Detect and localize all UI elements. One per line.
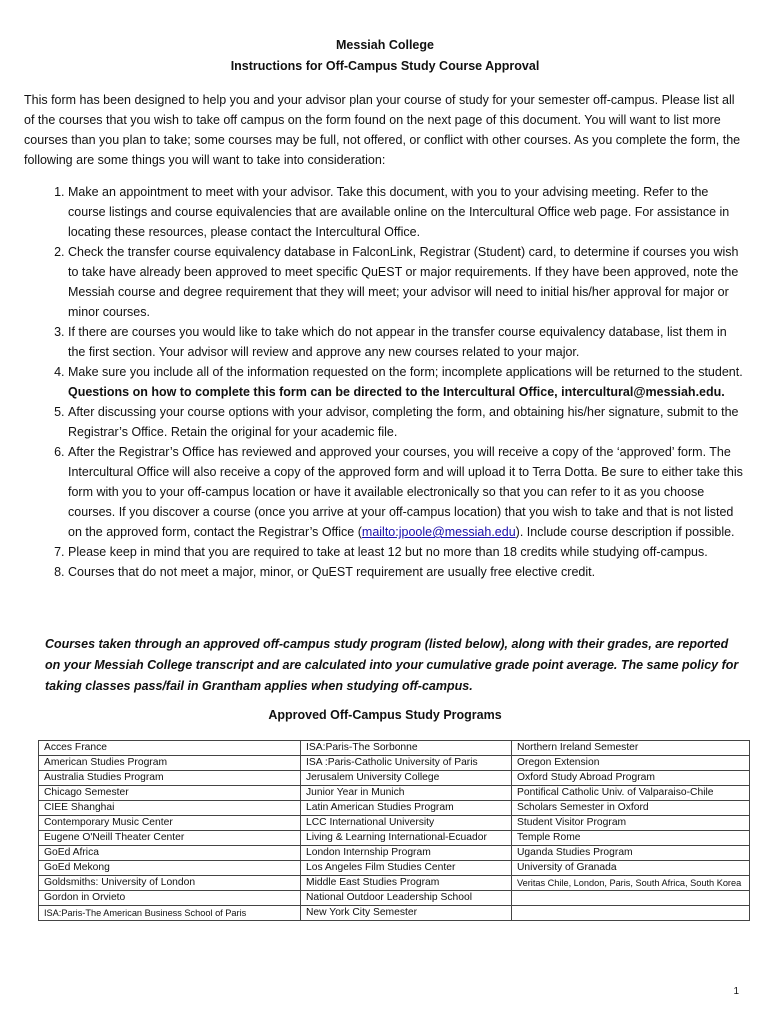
program-cell: Veritas Chile, London, Paris, South Africa, South Korea <box>512 876 750 891</box>
table-row <box>39 756 750 771</box>
registrar-email-link[interactable]: mailto:jpoole@messiah.edu <box>361 525 516 539</box>
programs-table-body <box>39 741 750 921</box>
instruction-step: 3. If there are courses you would like to take which do not appear in the transfer course equivalency database, list them in the first section. Your advisor will review and approve any new courses related to your major. <box>68 322 746 362</box>
program-cell: Student Visitor Program <box>512 816 750 831</box>
contact-note: Questions on how to complete this form can be directed to the Intercultural Office, intercultural@messiah.edu. <box>68 385 725 399</box>
table-row <box>39 801 750 816</box>
program-cell: CIEE Shanghai <box>39 801 301 816</box>
program-cell: Middle East Studies Program <box>301 876 512 891</box>
page-number: 1 <box>733 986 739 997</box>
instruction-step: 7. Please keep in mind that you are required to take at least 12 but no more than 18 credits while studying off-campus. <box>68 542 746 562</box>
programs-table <box>38 740 750 921</box>
program-cell: Jerusalem University College <box>301 771 512 786</box>
program-cell: Eugene O'Neill Theater Center <box>39 831 301 846</box>
program-cell: New York City Semester <box>301 906 512 921</box>
program-cell: Pontifical Catholic Univ. of Valparaiso-Chile <box>512 786 750 801</box>
program-cell <box>512 891 750 906</box>
instruction-step: 8. Courses that do not meet a major, minor, or QuEST requirement are usually free elective credit. <box>68 562 746 582</box>
table-row <box>39 861 750 876</box>
program-cell: Temple Rome <box>512 831 750 846</box>
program-cell: Northern Ireland Semester <box>512 741 750 756</box>
program-cell: ISA:Paris-The American Business School of Paris <box>39 906 301 921</box>
program-cell: Uganda Studies Program <box>512 846 750 861</box>
table-row <box>39 771 750 786</box>
program-cell: Chicago Semester <box>39 786 301 801</box>
instruction-step <box>68 362 746 402</box>
intro-paragraph: This form has been designed to help you and your advisor plan your course of study for your semester off-campus. Please list all of the courses that you wish to take off campus on the form found on the next page of this document. You will want to list more courses than you plan to take; some courses may be full, not offered, or conflict with other courses. As you complete the form, the following are some things you will want to take into consideration: <box>24 93 741 167</box>
program-cell: Gordon in Orvieto <box>39 891 301 906</box>
page-title: Instructions for Off-Campus Study Course Approval <box>230 59 540 73</box>
table-row <box>39 831 750 846</box>
table-row <box>39 786 750 801</box>
program-cell: Los Angeles Film Studies Center <box>301 861 512 876</box>
instruction-step: 5. After discussing your course options with your advisor, completing the form, and obtaining his/her signature, submit to the Registrar’s Office. Retain the original for your academic file. <box>68 402 746 442</box>
program-cell: GoEd Mekong <box>39 861 301 876</box>
program-cell <box>512 906 750 921</box>
table-row <box>39 846 750 861</box>
table-row <box>39 906 750 921</box>
instruction-step: 1. Make an appointment to meet with your advisor. Take this document, with you to your advising meeting. Refer to the course listings and course equivalencies that are available online on the Intercultural Office web page. For assistance in locating these resources, please contact the Intercultural Office. <box>68 182 746 242</box>
program-cell: Australia Studies Program <box>39 771 301 786</box>
program-cell: American Studies Program <box>39 756 301 771</box>
program-cell: LCC International University <box>301 816 512 831</box>
college-name: Messiah College <box>336 38 434 52</box>
program-cell: Oxford Study Abroad Program <box>512 771 750 786</box>
program-cell: University of Granada <box>512 861 750 876</box>
program-cell: Oregon Extension <box>512 756 750 771</box>
table-row <box>39 816 750 831</box>
step-text: Make sure you include all of the information requested on the form; incomplete applications will be returned to the student. <box>68 365 743 379</box>
instruction-step <box>68 442 746 542</box>
table-row <box>39 741 750 756</box>
table-row <box>39 891 750 906</box>
step-text: After the Registrar’s Office has reviewed and approved your courses, you will receive a copy of the ‘approved’ form. The Intercultural Office will also receive a copy of the approved form and will upload it to Terra Dotta. Be sure to either take this form with you to your off-campus location or have it available electronically so that you can refer to it as you choose courses. If you discover a course (once you arrive at your off-campus location) that you wish to take and that is not listed on the approved form, contact the Registrar’s Office ( <box>68 445 743 539</box>
program-cell: ISA:Paris-The Sorbonne <box>301 741 512 756</box>
table-row <box>39 876 750 891</box>
instruction-list <box>24 182 746 582</box>
grading-policy-note: Courses taken through an approved off-campus study program (listed below), along with their grades, are reported on your Messiah College transcript and are calculated into your cumulative grade point average. The same policy for taking classes pass/fail in Grantham applies when studying off-campus. <box>45 637 739 693</box>
program-cell: Acces France <box>39 741 301 756</box>
programs-table-title: Approved Off-Campus Study Programs <box>268 708 502 722</box>
program-cell: Junior Year in Munich <box>301 786 512 801</box>
program-cell: Goldsmiths: University of London <box>39 876 301 891</box>
program-cell: Contemporary Music Center <box>39 816 301 831</box>
program-cell: London Internship Program <box>301 846 512 861</box>
program-cell: National Outdoor Leadership School <box>301 891 512 906</box>
program-cell: ISA :Paris-Catholic University of Paris <box>301 756 512 771</box>
step-text-after: ). Include course description if possible. <box>515 525 735 539</box>
program-cell: Scholars Semester in Oxford <box>512 801 750 816</box>
program-cell: GoEd Africa <box>39 846 301 861</box>
program-cell: Latin American Studies Program <box>301 801 512 816</box>
program-cell: Living & Learning International-Ecuador <box>301 831 512 846</box>
instruction-step: 2. Check the transfer course equivalency database in FalconLink, Registrar (Student) card, to determine if courses you wish to take have already been approved to meet specific QuEST or major requirements. If they have been approved, note the Messiah course and degree requirement that they will meet; your advisor will need to initial his/her approval for major or minor courses. <box>68 242 746 322</box>
